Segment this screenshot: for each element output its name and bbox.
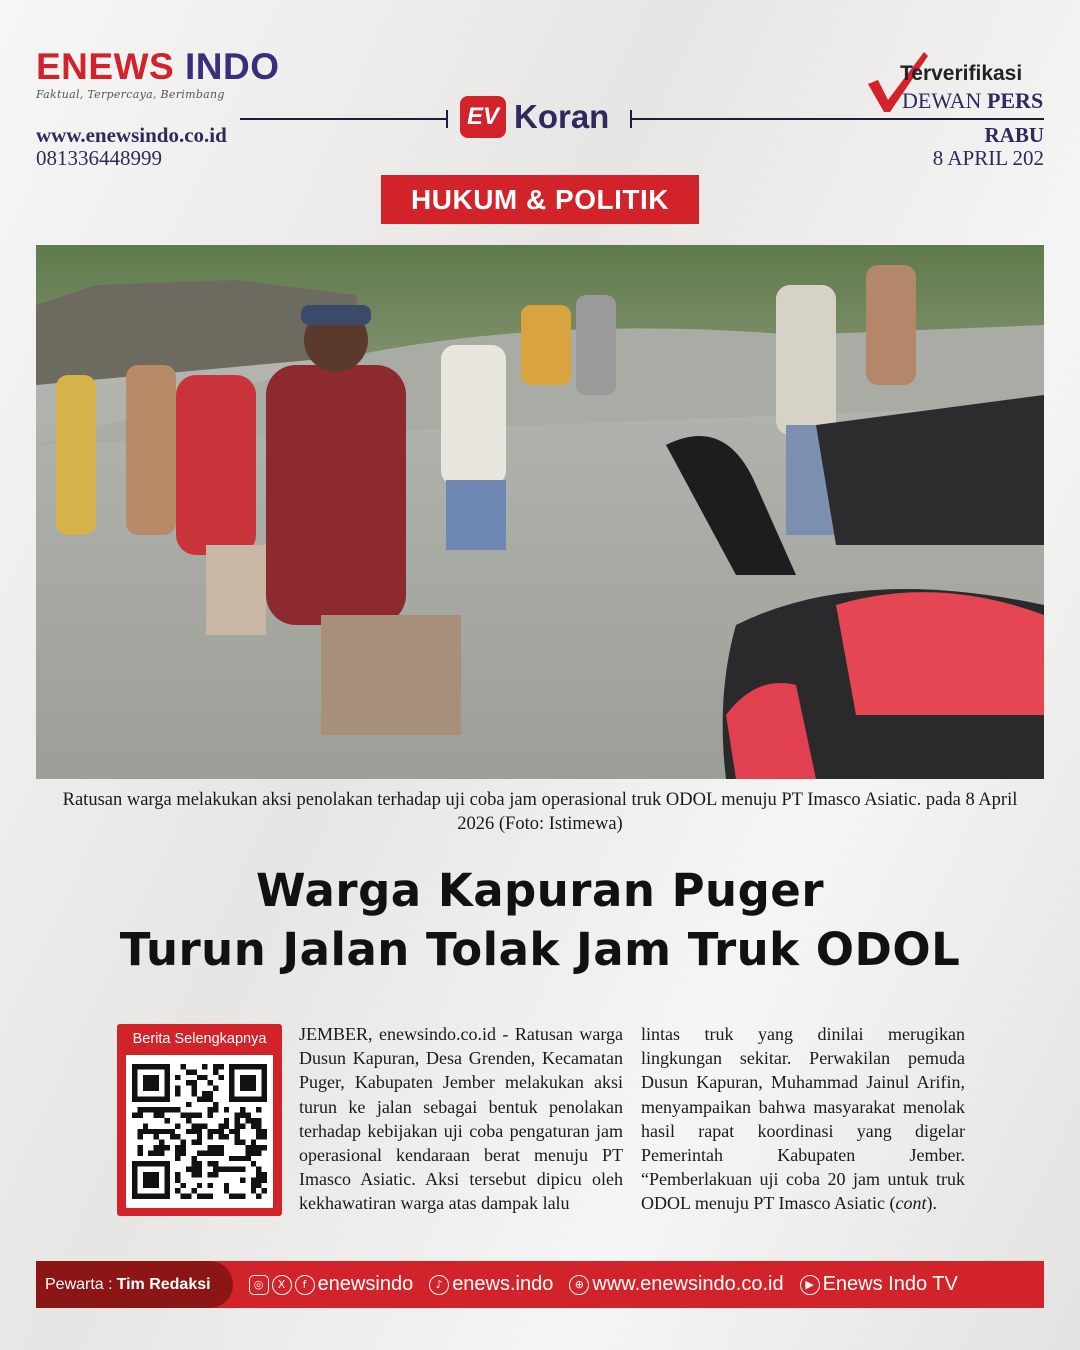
tiktok-icon[interactable]: ♪ <box>429 1275 449 1295</box>
article-cont: cont <box>895 1193 927 1214</box>
author-name: Tim Redaksi <box>116 1275 211 1293</box>
photo-caption: Ratusan warga melakukan aksi penolakan terhadap uji coba jam operasional truk ODOL menuju PT Imasco Asiatic. pada 8 April 2026 (Foto: Istimewa) <box>62 790 1018 835</box>
verification-badge <box>866 50 1056 114</box>
header-rule-cap <box>446 110 448 128</box>
brand-tagline: Faktual, Terpercaya, Berimbang <box>36 88 225 101</box>
article-column-2 <box>641 1022 965 1216</box>
qr-code-container[interactable] <box>126 1055 273 1208</box>
category-badge[interactable]: HUKUM & POLITIK <box>381 175 699 224</box>
dewan-pers-label <box>902 88 1043 114</box>
social-handle[interactable]: enewsindo <box>317 1273 414 1295</box>
website-link[interactable] <box>569 1273 783 1296</box>
footer-website[interactable]: www.enewsindo.co.id <box>592 1273 784 1295</box>
edition-label <box>460 96 609 138</box>
verified-label: Terverifikasi <box>900 62 1023 85</box>
article-column-2-text: lintas truk yang dinilai merugikan lingkungan sekitar. Perwakilan pemuda Dusun Kapuran, Muhammad Jainul Arifin, menyampaikan bahwa masyarakat menolak hasil rapat koordinasi yang digelar Pemerintah Kabupaten Jember. “Pemberlakuan uji coba 20 jam untuk truk ODOL menuju PT Imasco Asiatic ( <box>641 1024 965 1214</box>
header-website[interactable]: www.enewsindo.co.id <box>36 123 227 147</box>
tiktok-handle[interactable]: enews.indo <box>452 1273 554 1295</box>
protest-photo-illustration <box>36 245 1044 779</box>
headline-line-1: Warga Kapuran Puger <box>255 864 825 917</box>
article-end: ). <box>926 1193 937 1214</box>
issue-date <box>933 124 1044 170</box>
brand-name <box>36 48 279 85</box>
issue-day: RABU <box>984 123 1044 147</box>
x-icon[interactable]: X <box>272 1275 292 1295</box>
brand-indo: INDO <box>184 46 280 87</box>
header-rule-left <box>240 118 448 120</box>
ev-logo-icon: EV <box>460 96 506 138</box>
author-label: Pewarta : <box>45 1275 113 1293</box>
qr-title: Berita Selengkapnya <box>132 1031 267 1047</box>
instagram-icon[interactable]: ◎ <box>249 1275 269 1295</box>
brand-enews: ENEWS <box>36 46 175 87</box>
header-rule-right <box>630 118 1044 120</box>
tiktok-link[interactable] <box>429 1273 553 1296</box>
youtube-channel[interactable]: Enews Indo TV <box>822 1273 958 1295</box>
news-photo <box>36 245 1044 779</box>
youtube-icon[interactable]: ▶ <box>800 1275 820 1295</box>
issue-date-text: 8 APRIL 202 <box>932 146 1044 171</box>
site-info <box>36 124 227 170</box>
qr-card[interactable] <box>117 1024 282 1216</box>
article-column-1: JEMBER, enewsindo.co.id - Ratusan warga Dusun Kapuran, Desa Grenden, Kecamatan Puger, Kabupaten Jember melakukan aksi turun ke jalan sebagai bentuk penolakan terhadap kebijakan uji coba pengaturan jam operasional kendaraan berat menuju PT Imasco Asiatic. Aksi tersebut dipicu oleh kekhawatiran warga atas dampak lalu <box>299 1024 623 1214</box>
edition-name: Koran <box>514 98 610 135</box>
headline <box>40 862 1040 979</box>
pers-label: PERS <box>986 88 1044 113</box>
dewan-label: DEWAN <box>902 88 982 113</box>
footer-bar <box>36 1261 1044 1308</box>
social-links[interactable] <box>249 1273 414 1296</box>
brand-logo[interactable] <box>36 48 279 101</box>
footer-author <box>36 1261 233 1308</box>
headline-line-2: Turun Jalan Tolak Jam Truk ODOL <box>119 922 961 976</box>
globe-icon[interactable]: ⊕ <box>569 1275 589 1295</box>
facebook-icon[interactable]: f <box>295 1275 315 1295</box>
youtube-link[interactable] <box>800 1273 958 1296</box>
header-rule-cap <box>630 110 632 128</box>
header-phone: 081336448999 <box>36 146 162 171</box>
qr-code-icon <box>132 1062 267 1201</box>
